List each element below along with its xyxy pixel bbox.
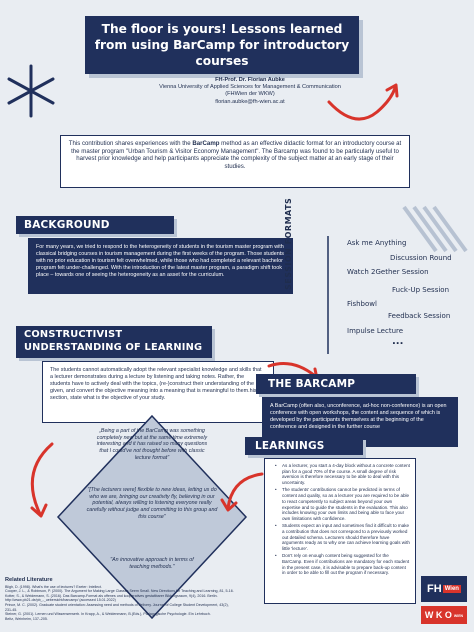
session-format-item: Watch 2Gether Session [347,268,429,276]
reference-line: Prince, M. C. (2002). Graduate student orientation: Assessing need and methods of delivery. Journal of College Student Development, 43(2), 231-45. [5,602,229,612]
constructivist-heading-line1: CONSTRUCTIVIST [24,329,123,340]
reference-line: Cooper, J. L., & Robinson, P. (2000). The Argument for Making Large Classes Seem Small. New Directions for Teaching and Learning, 81, 5-16. [5,589,234,594]
reference-line: Bligh, D. (1998). What's the use of lectures? Exeter: Intellect. [5,584,102,589]
author-block [150,77,350,106]
author-affiliation: Vienna University of Applied Sciences for Management & Communication [159,84,341,91]
barcamp-text: A BarCamp (often also, unconference, ad-hoc non-conference) is an open conference with open workshops, the content and sequence of which is developed by the participants themselves at the beginning of the conference and designed in the further course [262,397,458,447]
barcamp-heading: THE BARCAMP [256,374,416,394]
stripe-decoration-icon [396,205,470,255]
author-name: FH-Prof. Dr. Florian Aubke [215,77,285,83]
learnings-list [274,463,410,576]
wko-logo-text: W K O [424,610,452,620]
session-format-more: ... [392,336,404,347]
intro-text-2: method as an effective didactic format for an introductory course at the master program "Urban Tourism & Visitor Economy Management". The Barcamp was found to be particularly useful to harvest prior knowledge and help participants appreciate the complexity of the subject matter at an early stage of their studies. [71,140,402,170]
wko-wien-text: WIEN [453,613,464,618]
author-org: (FHWien der WKW) [225,91,275,98]
session-format-item: Discussion Round [390,254,452,262]
reference-line: Beltz, Weinheim, 137–205. [5,616,48,621]
references-block [5,578,235,621]
intro-text-1: This contribution shares experiences with the [68,140,193,147]
background-heading: BACKGROUND [16,216,174,234]
constructivist-heading [16,326,212,358]
intro-bold: BarCamp [192,140,220,147]
reference-line[interactable]: http://www.pb21.de/pb_-_uebersicht/barcamp/ (accessed 15.01.2022) [5,598,116,603]
fh-logo-text: FH [427,583,442,595]
session-format-item: Impulse Lecture [347,327,404,335]
reference-line: Kotter, S., & Weidemann, S. (2016). Das Barcamp-Format als offenes und kooperatives gestaltbarer Bildungsraum, 9(4), 2016. Berlin. [5,593,218,598]
session-formats-divider [326,236,330,354]
background-text: For many years, we tried to respond to the heterogeneity of students in the tourism master program with classical bridging courses in tourism management during the first weeks of the program. Those students with no prior education in tourism felt overwhelmed, while those who had completed a relevant bachelor program felt under-challenged. With the introduction of the latest master program, a paradigm shift took place – towards one of seeing the heterogeneity as an asset for the curriculum. [28,238,293,294]
references-heading: Related Literature [5,577,53,583]
learning-item: • The students' contributions cannot be predicted in terms of content and quality, so as a lecturer you are required to be able to react competently to subject areas beyond your own expertise and to guide the students in the evaluation. This also includes knowing your own limits and being able to face your own limitations with confidence. [282,487,410,521]
poster-title: The floor is yours! Lessons learned from using BarCamp for introductory courses [85,16,359,74]
constructivist-text: The students cannot automatically adopt the relevant specialist knowledge and skills that a lecturer demonstrates during a lecture by listening and taking notes. Rather, the students have to actively deal with the topics, (re-)construct their understanding of the given, and convert the objective meaning into a meaning that is meaningful to them.his section, state what is the objective of your study. [42,361,274,423]
session-format-item: Fishbowl [347,300,377,308]
asterisk-decoration-icon [2,62,60,120]
learning-item: • Students expect an input and sometimes find it difficult to make a contribution that does not correspond to a previously worked out detailed schema. Lecturers should therefore have arguments ready as to why one can achieve learning goals with little 'lecture'. [282,523,410,552]
learnings-box [264,458,416,604]
red-arrow-to-learnings-icon [214,470,266,514]
learning-item: • Don't rely on enough content being suggested for the BarCamp. Even if contributions are mandatory for each student in the present case, it is advisable to prepare back-up content in order to be able to fill out the program if necessary. [282,553,410,576]
quote-1: „Being a part of the BarCamp was something completely new but at the same time extremely interesting and it has raised so many questions that I could've not thought before with classic lecture format" [96,428,208,461]
author-email[interactable]: florian.aubke@fh-wien.ac.at [215,98,285,105]
session-format-item: Fuck-Up Session [392,286,450,294]
session-formats-label: SESSION FORMATS [284,197,293,290]
reference-line: Steiner, G. (2001). Lernen und Wissenserwerb. In Krapp, A., & Weidenmann, B.(Eds.), Pädagogische Psychologie. Ein Lehrbuch. [5,612,211,617]
learning-item: • As a lecturer, you start a 4-day block without a concrete content plan for a good 70% of the course. A small degree of risk aversion is therefore necessary to be able to deal with this uncertainty. [282,463,410,486]
session-format-item: Feedback Session [388,312,451,320]
quote-2: "[The lecturers were] flexible to new ideas, letting us do who we are, bringing our creativity fly, believing in our potential, always willing to listening everyone really carefully without judge and committing to this group and this course" [86,487,218,520]
wko-logo [421,606,467,624]
fhwien-logo [421,576,467,602]
wien-logo-text: Wien [444,586,459,593]
constructivist-heading-line2: UNDERSTANDING OF LEARNING [24,342,203,353]
intro-box [60,135,410,188]
quote-3: "An innovative approach in terms of teaching methods." [110,557,194,570]
learnings-heading: LEARNINGS [245,437,363,455]
red-arrow-left-icon [14,438,58,522]
session-format-item: Ask me Anything [347,239,407,247]
